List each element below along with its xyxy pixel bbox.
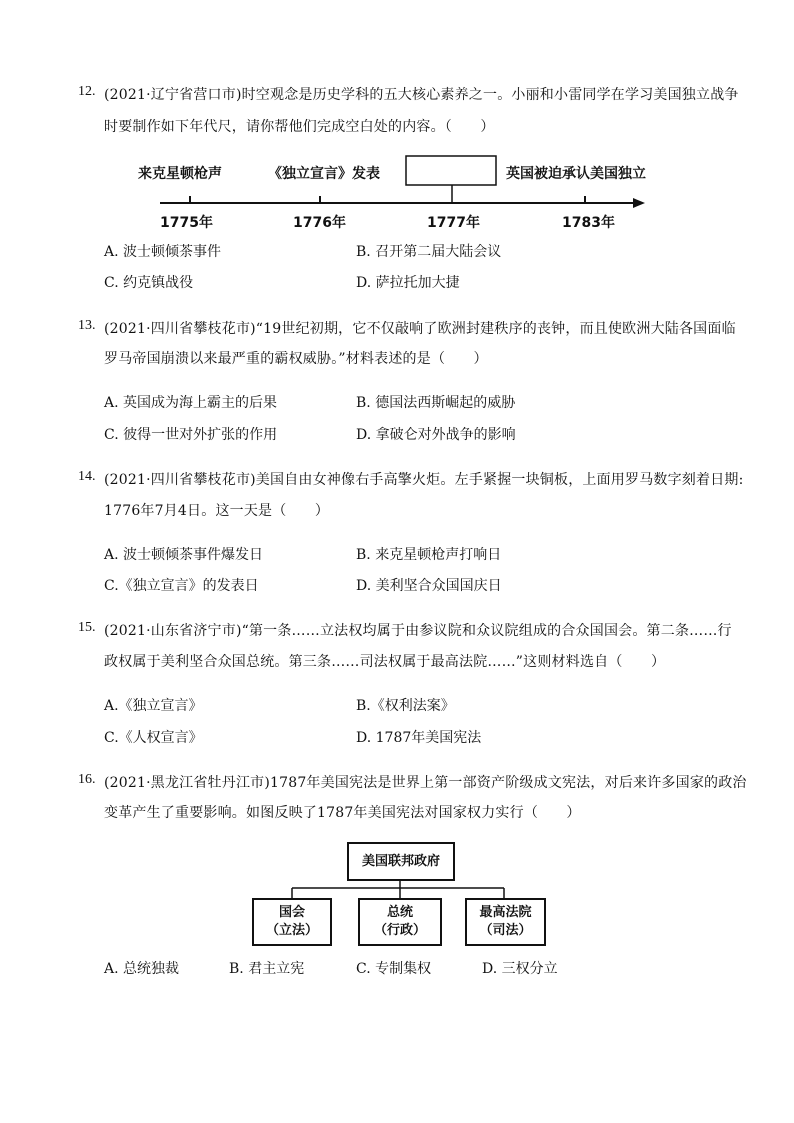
q15-option-d[interactable]: D. 1787年美国宪法: [356, 730, 482, 746]
q16-option-d[interactable]: D. 三权分立: [482, 961, 558, 977]
q12-number: 12.: [78, 84, 96, 99]
q14-stem-line2: 1776年7月4日。这一天是（ ）: [104, 503, 330, 519]
q16-stem-line2: 变革产生了重要影响。如图反映了1787年美国宪法对国家权力实行（ ）: [104, 805, 581, 821]
q12-option-d[interactable]: D. 萨拉托加大捷: [356, 275, 460, 291]
q15-number: 15.: [78, 620, 96, 635]
q15-option-c[interactable]: C.《人权宣言》: [104, 730, 203, 746]
q13-option-c[interactable]: C. 彼得一世对外扩张的作用: [104, 427, 278, 443]
q12-stem-line2: 时要制作如下年代尺，请你帮他们完成空白处的内容。（ ）: [104, 119, 495, 135]
q14-number: 14.: [78, 469, 96, 484]
timeline-event-1783: 英国被迫承认美国独立: [506, 166, 646, 182]
q12-stem-line1: (2021·辽宁省营口市)时空观念是历史学科的五大核心素养之一。小丽和小雷同学在学习美国独立战争: [104, 87, 739, 103]
q13-option-b[interactable]: B. 德国法西斯崛起的威胁: [356, 395, 516, 411]
org-chart: [240, 840, 560, 952]
timeline-year-1777: 1777年: [427, 215, 480, 231]
timeline-event-1776: 《独立宣言》发表: [268, 166, 380, 182]
org-branch-president: [358, 898, 442, 946]
q13-number: 13.: [78, 318, 96, 333]
q15-option-b[interactable]: B.《权利法案》: [356, 698, 455, 714]
q16-option-b[interactable]: B. 君主立宪: [229, 961, 305, 977]
timeline-year-1783: 1783年: [562, 215, 615, 231]
q15-stem-line2: 政权属于美利坚合众国总统。第三条……司法权属于最高法院……”这则材料选自（ ）: [104, 654, 666, 670]
q14-option-d[interactable]: D. 美利坚合众国国庆日: [356, 578, 502, 594]
q15-stem-line1: (2021·山东省济宁市)“第一条……立法权均属于由参议院和众议院组成的合众国国会。第二条……行: [104, 623, 732, 639]
org-branch-president-role: （行政）: [373, 923, 426, 938]
q13-option-d[interactable]: D. 拿破仑对外战争的影响: [356, 427, 516, 443]
org-top-label: 美国联邦政府: [361, 853, 440, 869]
timeline-blank-box: [406, 156, 496, 185]
org-top-federal-government: [347, 842, 455, 881]
q14-stem-line1: (2021·四川省攀枝花市)美国自由女神像右手高擎火炬。左手紧握一块铜板，上面用罗马数字刻着日期:: [104, 472, 744, 488]
q16-option-c[interactable]: C. 专制集权: [356, 961, 432, 977]
org-branch-congress-role: （立法）: [265, 923, 318, 938]
q16-option-a[interactable]: A. 总统独裁: [104, 961, 180, 977]
org-branch-congress: [252, 898, 332, 946]
org-branch-president-name: 总统: [386, 905, 413, 920]
q12-option-c[interactable]: C. 约克镇战役: [104, 275, 194, 291]
q12-option-b[interactable]: B. 召开第二届大陆会议: [356, 244, 502, 260]
q14-option-c[interactable]: C.《独立宣言》的发表日: [104, 578, 259, 594]
org-branch-court-name: 最高法院: [479, 905, 532, 920]
q12-option-a[interactable]: A. 波士顿倾茶事件: [104, 244, 222, 260]
org-branch-supreme-court: [465, 898, 546, 946]
timeline-year-1776: 1776年: [293, 215, 346, 231]
q14-option-a[interactable]: A. 波士顿倾茶事件爆发日: [104, 547, 264, 563]
q14-option-b[interactable]: B. 来克星顿枪声打响日: [356, 547, 502, 563]
q13-stem-line1: (2021·四川省攀枝花市)“19世纪初期，它不仅敲响了欧洲封建秩序的丧钟，而且使欧洲大陆各国面临: [104, 321, 736, 337]
timeline-event-1775: 来克星顿枪声: [138, 166, 222, 182]
org-branch-court-role: （司法）: [479, 923, 532, 938]
timeline-year-1775: 1775年: [160, 215, 213, 231]
q13-stem-line2: 罗马帝国崩溃以来最严重的霸权威胁。”材料表述的是（ ）: [104, 351, 488, 367]
q16-stem-line1: (2021·黑龙江省牡丹江市)1787年美国宪法是世界上第一部资产阶级成文宪法，对后来许多国家的政治: [104, 775, 747, 791]
q15-option-a[interactable]: A.《独立宣言》: [104, 698, 203, 714]
q13-option-a[interactable]: A. 英国成为海上霸主的后果: [104, 395, 278, 411]
timeline: [130, 150, 650, 230]
org-branch-congress-name: 国会: [278, 905, 305, 920]
q16-number: 16.: [78, 772, 96, 787]
